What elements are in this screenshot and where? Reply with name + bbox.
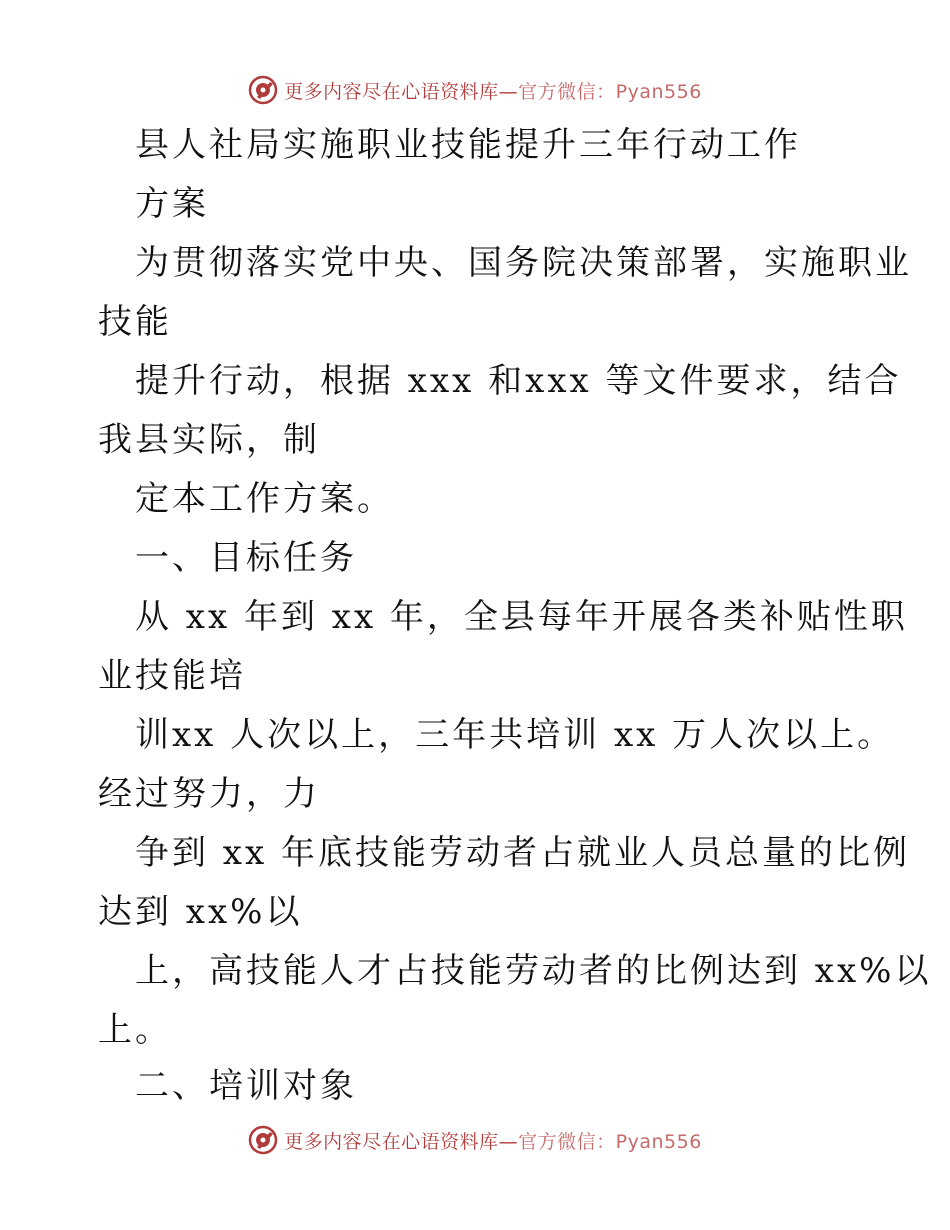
paragraph-line: 提升行动，根据 xxx 和xxx 等文件要求，结合 <box>135 361 902 401</box>
paragraph-line: 经过努力，力 <box>98 774 320 814</box>
banner-main-text: 更多内容尽在心语资料库— <box>284 1130 519 1153</box>
document-title-line-1: 县人社局实施职业技能提升三年行动工作 <box>135 125 801 165</box>
paragraph-line: 上，高技能人才占技能劳动者的比例达到 xx%以 <box>135 951 932 991</box>
paragraph-line: 定本工作方案。 <box>135 479 394 519</box>
paragraph-line: 为贯彻落实党中央、国务院决策部署，实施职业 <box>135 243 912 283</box>
pen-circle-icon <box>248 1125 278 1155</box>
header-banner <box>0 70 950 110</box>
paragraph-line: 从 xx 年到 xx 年，全县每年开展各类补贴性职 <box>135 597 908 637</box>
paragraph-line: 业技能培 <box>98 656 246 696</box>
paragraph-line: 上。 <box>98 1010 172 1050</box>
banner-main-text: 更多内容尽在心语资料库— <box>284 80 519 103</box>
section-heading: 一、目标任务 <box>135 538 357 578</box>
section-heading: 二、培训对象 <box>135 1066 357 1106</box>
paragraph-line: 训xx 人次以上，三年共培训 xx 万人次以上。 <box>135 715 895 755</box>
paragraph-line: 我县实际，制 <box>98 420 320 460</box>
document-title-line-2: 方案 <box>135 184 209 224</box>
banner-text <box>284 1127 702 1154</box>
paragraph-line: 达到 xx%以 <box>98 892 303 932</box>
paragraph-line: 争到 xx 年底技能劳动者占就业人员总量的比例 <box>135 833 910 873</box>
banner-wechat-text: 官方微信：Pyan556 <box>518 1130 702 1153</box>
footer-banner <box>0 1120 950 1160</box>
paragraph-line: 技能 <box>98 302 172 342</box>
pen-circle-icon <box>248 75 278 105</box>
banner-wechat-text: 官方微信：Pyan556 <box>518 80 702 103</box>
banner-text <box>284 77 702 104</box>
